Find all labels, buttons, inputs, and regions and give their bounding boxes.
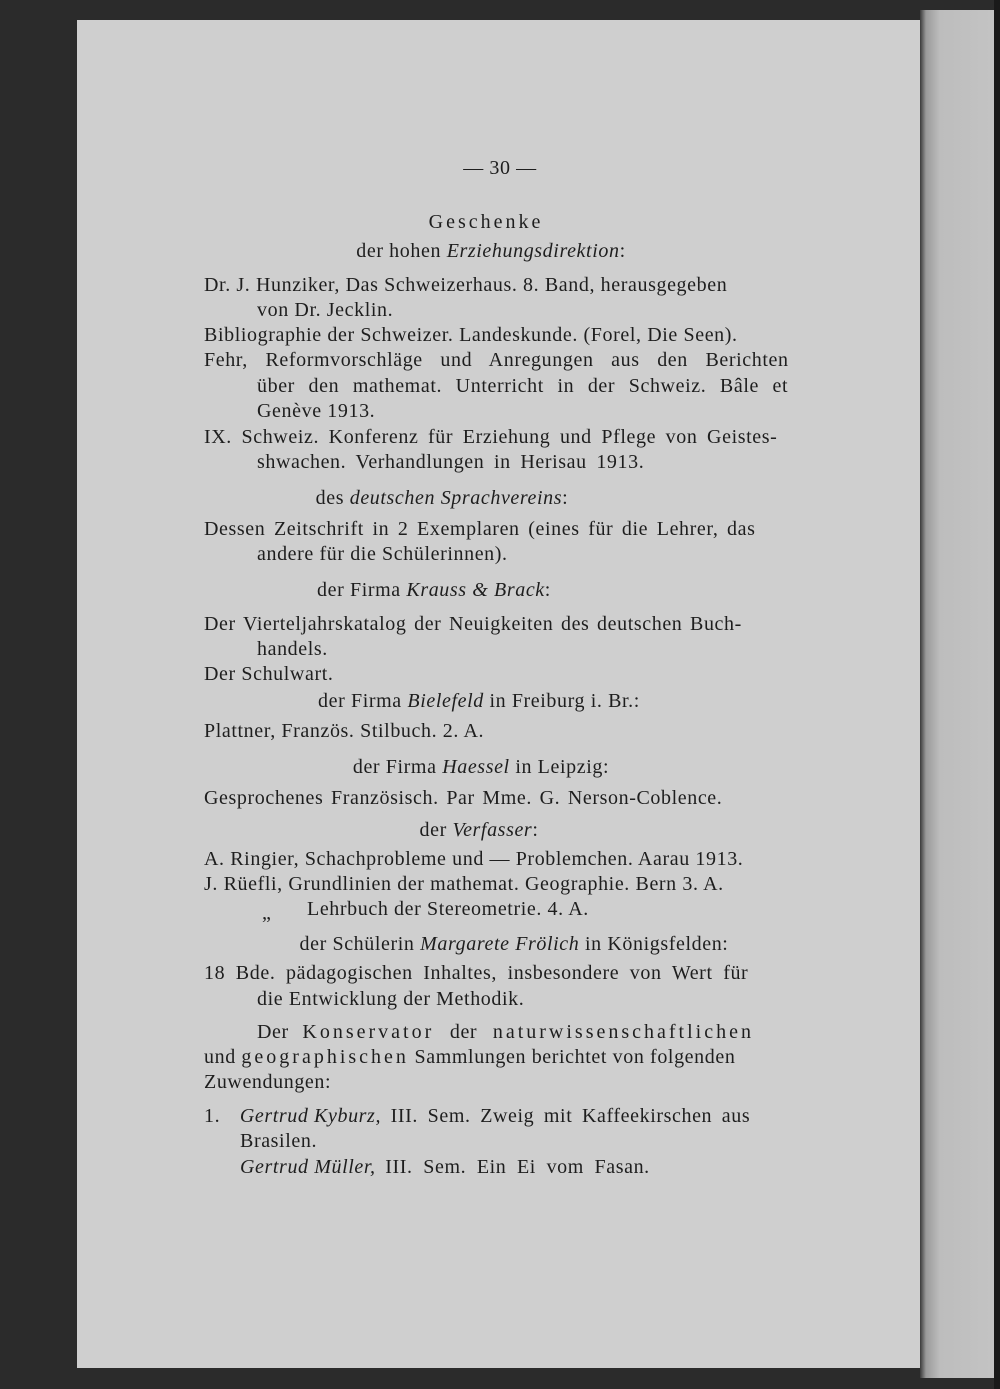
section-erziehung: der hohen Erziehungsdirektion: [356, 240, 626, 262]
line-16: A. Ringier, Schachprobleme und — Problemchen. Aarau 1913. [204, 848, 744, 870]
ditto-mark: „ [262, 902, 272, 924]
section-haessel: der Firma Haessel in Leipzig: [352, 756, 610, 778]
page-number: — 30 — [463, 157, 537, 179]
line-20: die Entwicklung der Methodik. [257, 988, 525, 1010]
line-13: Der Schulwart. [204, 663, 334, 685]
section-krauss: der Firma Krauss & Brack: [317, 579, 551, 601]
line-14: Plattner, Französ. Stilbuch. 2. A. [204, 720, 485, 742]
entry-1: 1. Gertrud Kyburz, III. Sem. Zweig mit Kaffeekirschen aus [204, 1105, 751, 1127]
section-bielefeld: der Firma Bielefeld in Freiburg i. Br.: [318, 690, 640, 712]
section-froelich: der Schülerin Margarete Frölich in Königsfelden: [299, 933, 729, 955]
line-2: von Dr. Jecklin. [257, 299, 394, 321]
line-12: handels. [257, 638, 328, 660]
scan-border [994, 0, 1000, 1389]
line-15: Gesprochenes Französisch. Par Mme. G. Nerson-Coblence. [204, 787, 723, 809]
line-4: Fehr, Reformvorschläge und Anregungen aus den Berichten [204, 349, 789, 371]
line-3: Bibliographie der Schweizer. Landeskunde. (Forel, Die Seen). [204, 324, 738, 346]
line-8: shwachen. Verhandlungen in Herisau 1913. [257, 451, 645, 473]
line-9: Dessen Zeitschrift in 2 Exemplaren (eines für die Lehrer, das [204, 518, 756, 540]
line-1: Dr. J. Hunziker, Das Schweizerhaus. 8. Band, herausgegeben [204, 274, 728, 296]
konservator-line-2: und geographischen Sammlungen berichtet von folgenden [204, 1046, 736, 1068]
line-17: J. Rüefli, Grundlinien der mathemat. Geographie. Bern 3. A. [204, 873, 724, 895]
line-11: Der Vierteljahrskatalog der Neuigkeiten des deutschen Buch- [204, 613, 742, 635]
line-5: über den mathemat. Unterricht in der Schweiz. Bâle et [257, 375, 789, 397]
line-18: Lehrbuch der Stereometrie. 4. A. [307, 898, 589, 920]
section-sprachverein: des deutschen Sprachvereins: [315, 487, 569, 509]
konservator-line-1: Der Konservator der naturwissenschaftlichen [257, 1021, 754, 1043]
heading: Geschenke [428, 211, 544, 233]
line-19: 18 Bde. pädagogischen Inhaltes, insbesondere von Wert für [204, 962, 749, 984]
entry-1-continued: Brasilen. [240, 1130, 318, 1152]
section-verfasser: der Verfasser: [419, 819, 539, 841]
line-10: andere für die Schülerinnen). [257, 543, 508, 565]
konservator-line-3: Zuwendungen: [204, 1071, 332, 1093]
line-6: Genève 1913. [257, 400, 376, 422]
line-7: IX. Schweiz. Konferenz für Erziehung und Pflege von Geistes- [204, 426, 778, 448]
entry-2: Gertrud Müller, III. Sem. Ein Ei vom Fasan. [240, 1156, 650, 1178]
